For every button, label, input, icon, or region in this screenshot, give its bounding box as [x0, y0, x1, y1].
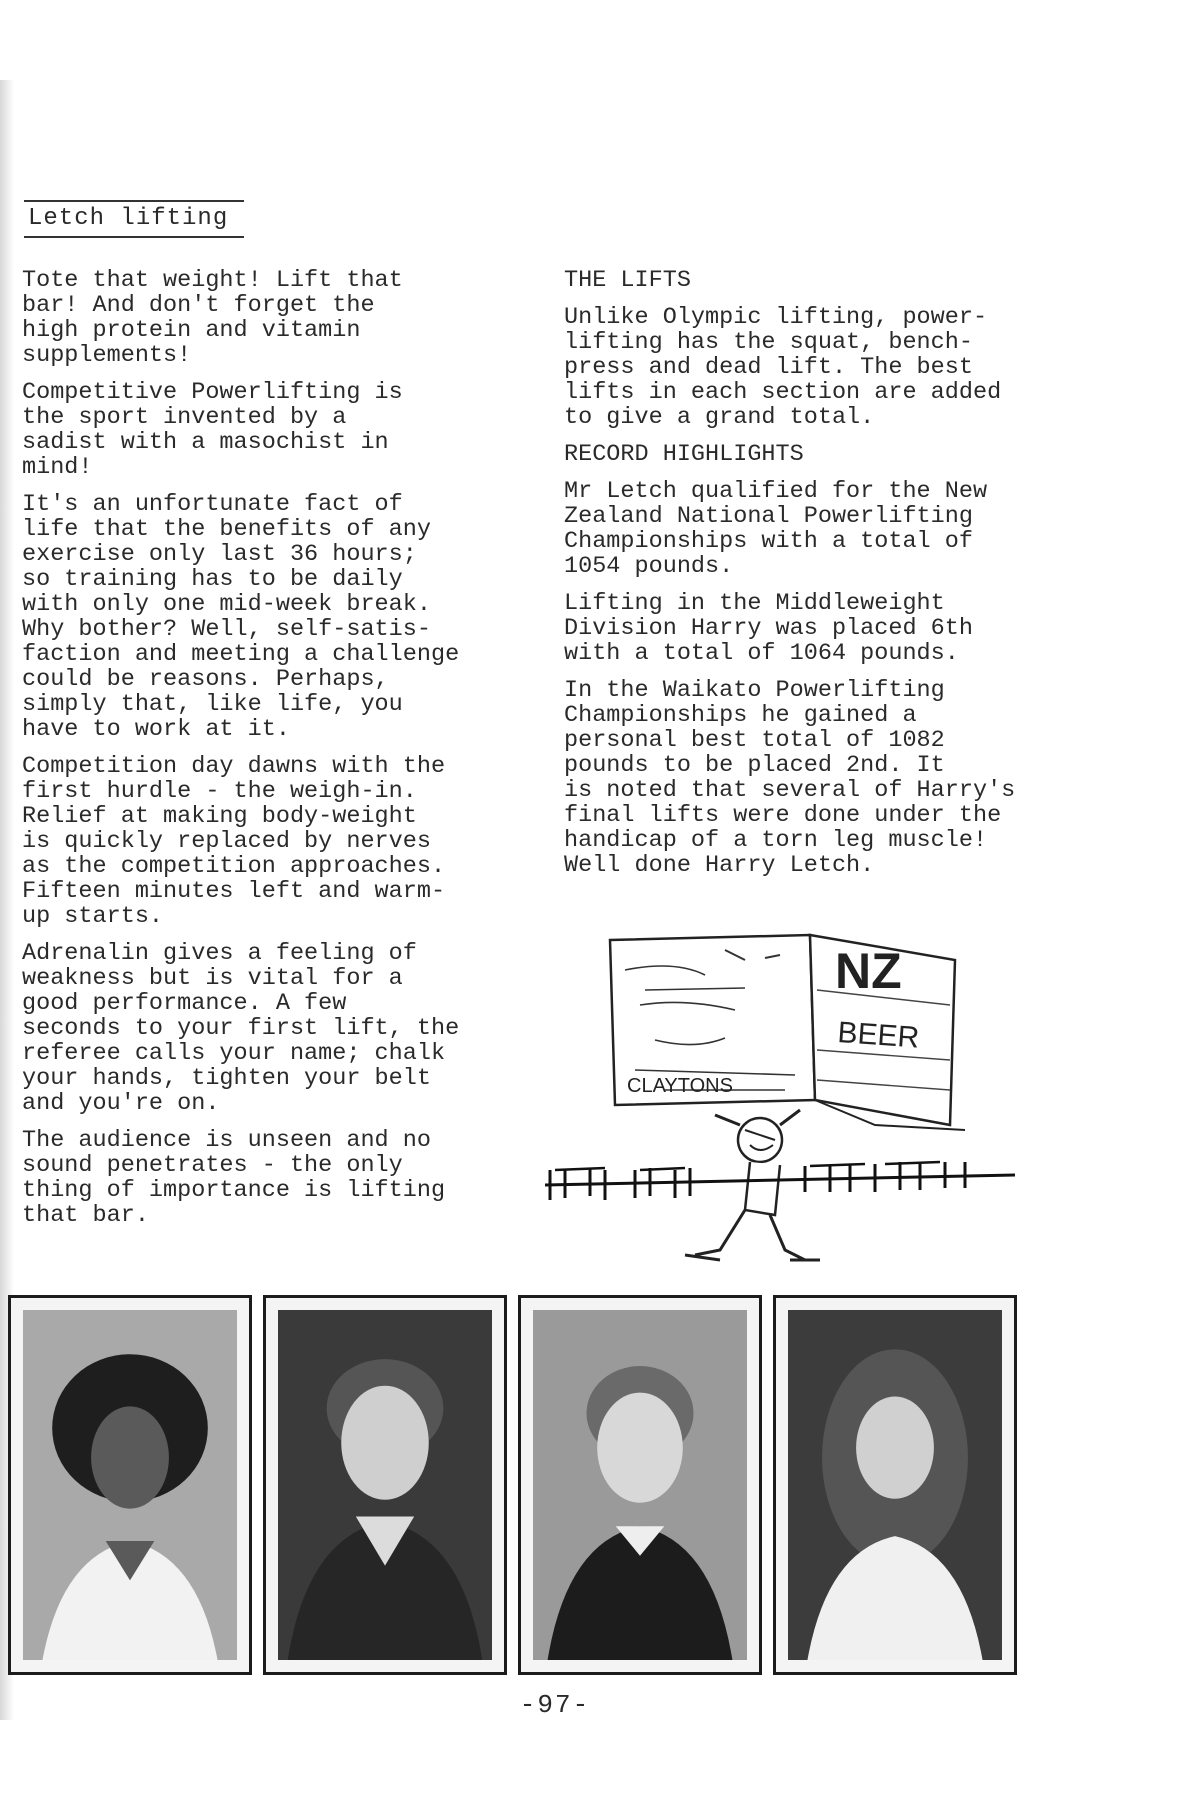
portrait-image	[533, 1310, 747, 1660]
paragraph: Competitive Powerlifting is the sport invented by a sadist with a masochist in mind!	[22, 379, 403, 481]
paragraph: Tote that weight! Lift that bar! And don't forget the high protein and vitamin supplements!	[22, 267, 403, 369]
paragraph: It's an unfortunate fact of life that the benefits of any exercise only last 36 hours; so training has to be daily with only one mid-week break. Why bother? Well, self-satis- faction and meeting a challenge could be reasons. Perhaps, simply that, like life, you have to work at it.	[22, 491, 460, 743]
section-heading: THE LIFTS	[564, 267, 691, 294]
paragraph: The audience is unseen and no sound penetrates - the only thing of importance is lifting that bar.	[22, 1127, 446, 1229]
cartoon-illustration	[545, 930, 1015, 1290]
page-number: -97-	[519, 1690, 591, 1720]
paragraph: Unlike Olympic lifting, power- lifting has the squat, bench- press and dead lift. The best lifts in each section are added to give a grand total.	[564, 304, 1002, 431]
article-heading: Letch lifting	[24, 200, 244, 238]
portrait-photo	[773, 1295, 1017, 1675]
portrait-image	[278, 1310, 492, 1660]
crate-side-text: NZ	[835, 943, 902, 999]
left-column	[22, 268, 542, 1240]
portrait-photo	[263, 1295, 507, 1675]
paragraph: Mr Letch qualified for the New Zealand National Powerlifting Championships with a total of 1054 pounds.	[564, 478, 988, 580]
portrait-strip	[8, 1295, 1018, 1675]
cartoon-drawing	[545, 930, 1015, 1290]
paragraph: Adrenalin gives a feeling of weakness but is vital for a good performance. A few seconds to your first lift, the referee calls your name; chalk your hands, tighten your belt and you're on.	[22, 940, 460, 1117]
paragraph: Competition day dawns with the first hurdle - the weigh-in. Relief at making body-weight is quickly replaced by nerves as the competition approaches. Fifteen minutes left and warm- up starts.	[22, 753, 446, 930]
portrait-image	[23, 1310, 237, 1660]
paragraph: In the Waikato Powerlifting Championships he gained a personal best total of 1082 pounds to be placed 2nd. It is noted that several of Harry's final lifts were done under the handicap of a torn leg muscle! Well done Harry Letch.	[564, 677, 1016, 879]
portrait-photo	[8, 1295, 252, 1675]
right-column	[564, 268, 1104, 890]
paragraph: Lifting in the Middleweight Division Harry was placed 6th with a total of 1064 pounds.	[564, 590, 973, 667]
crate-brand: CLAYTONS	[627, 1075, 733, 1097]
crate-label: BEER	[836, 1016, 921, 1055]
portrait-image	[788, 1310, 1002, 1660]
section-heading: RECORD HIGHLIGHTS	[564, 441, 804, 468]
portrait-photo	[518, 1295, 762, 1675]
